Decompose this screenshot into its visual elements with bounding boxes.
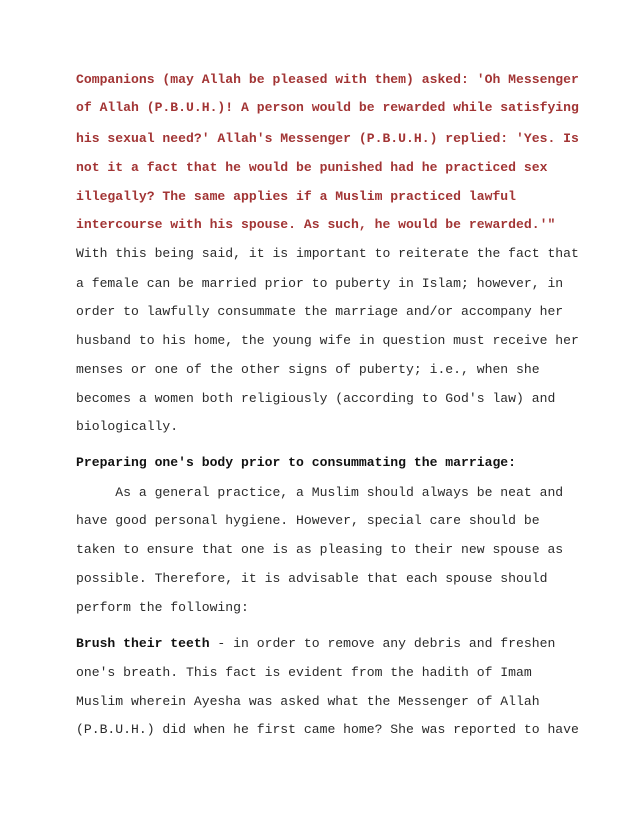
paragraph-line: becomes a women both religiously (according to God's law) and [76, 391, 556, 406]
quote-line: not it a fact that he would be punished had he practiced sex [76, 160, 548, 175]
quote-line: illegally? The same applies if a Muslim practiced lawful [76, 189, 517, 204]
paragraph-line: (P.B.U.H.) did when he first came home? She was reported to have [76, 722, 579, 737]
paragraph-line: husband to his home, the young wife in question must receive her [76, 333, 579, 348]
paragraph-line: menses or one of the other signs of puberty; i.e., when she [76, 362, 540, 377]
paragraph-line: perform the following: [76, 600, 249, 615]
paragraph-line: With this being said, it is important to reiterate the fact that [76, 246, 579, 261]
lead-rest: - in order to remove any debris and freshen [209, 636, 556, 651]
paragraph-line: biologically. [76, 419, 179, 434]
paragraph-line: have good personal hygiene. However, special care should be [76, 513, 540, 528]
quote-line: Companions (may Allah be pleased with them) asked: 'Oh Messenger [76, 72, 579, 87]
paragraph-line: possible. Therefore, it is advisable that each spouse should [76, 571, 548, 586]
quote-line: of Allah (P.B.U.H.)! A person would be rewarded while satisfying [76, 100, 579, 115]
section-heading: Preparing one's body prior to consummating the marriage: [76, 455, 517, 470]
paragraph-line: As a general practice, a Muslim should always be neat and [76, 485, 564, 500]
bold-lead: Brush their teeth [76, 636, 210, 651]
quote-line: intercourse with his spouse. As such, he would be rewarded.'" [76, 217, 556, 232]
paragraph-lead-line [76, 636, 555, 652]
quote-line: his sexual need?' Allah's Messenger (P.B.U.H.) replied: 'Yes. Is [76, 131, 579, 146]
paragraph-line: order to lawfully consummate the marriage and/or accompany her [76, 304, 564, 319]
paragraph-line: Muslim wherein Ayesha was asked what the Messenger of Allah [76, 694, 540, 709]
paragraph-line: taken to ensure that one is as pleasing to their new spouse as [76, 542, 564, 557]
paragraph-line: one's breath. This fact is evident from the hadith of Imam [76, 665, 532, 680]
paragraph-line: a female can be married prior to puberty in Islam; however, in [76, 276, 564, 291]
